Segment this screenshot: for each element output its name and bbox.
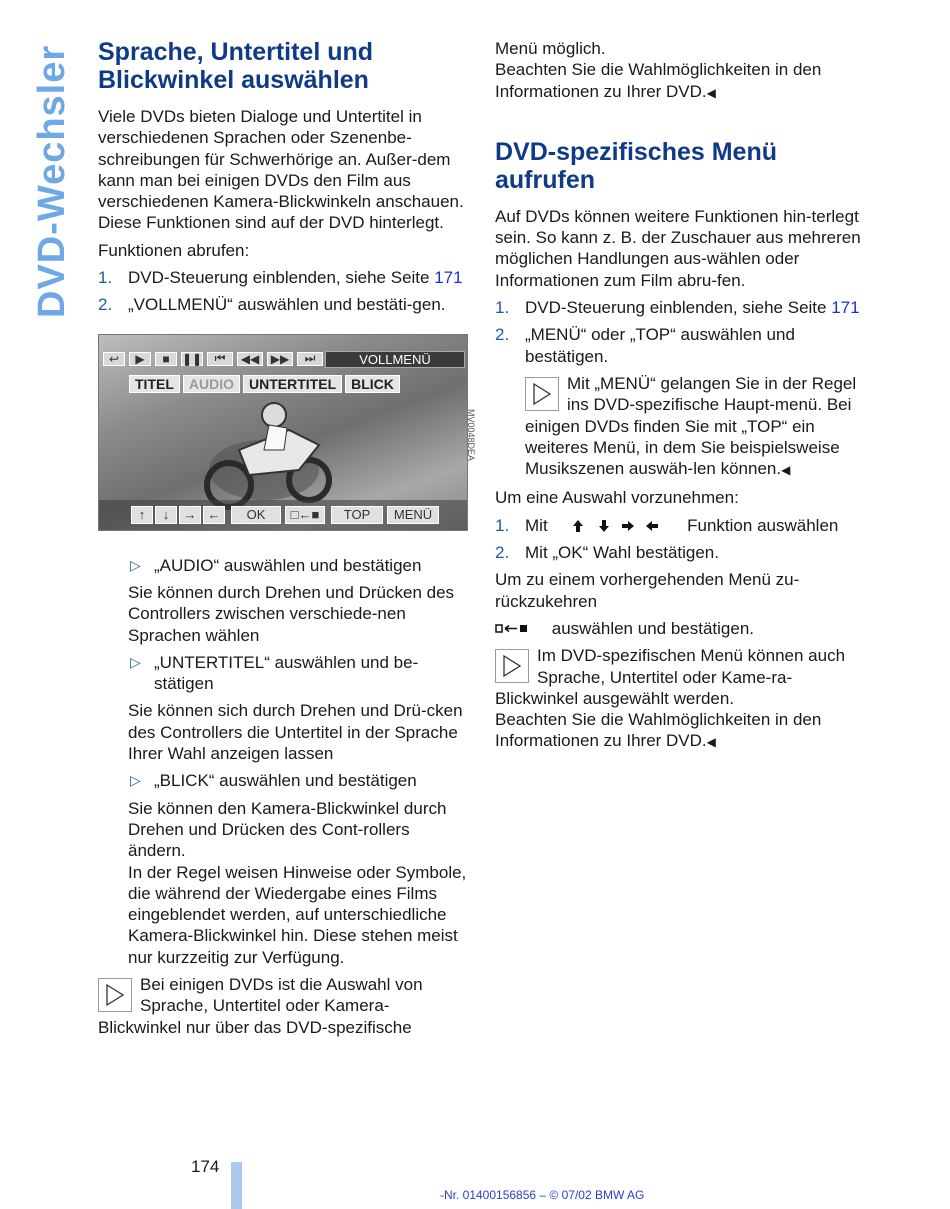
option-untertitel [98, 652, 468, 695]
play-button[interactable]: ▶ [129, 352, 151, 366]
tab-titel[interactable]: TITEL [129, 375, 180, 393]
continuation-text-2: Beachten Sie die Wahlmöglichkeiten in den Informationen zu Ihrer DVD.◀ [495, 60, 822, 101]
step-text: DVD-Steuerung einblenden, siehe Seite [128, 268, 435, 288]
option-label: „AUDIO“ auswählen und bestätigen [154, 555, 422, 575]
up-arrow-icon[interactable]: ↑ [131, 506, 153, 524]
select-steps-list [495, 515, 867, 564]
dvd-menu-screenshot [98, 334, 476, 531]
option-description: Sie können durch Drehen und Drücken des Controllers zwischen verschiede-nen Sprachen wählen [128, 582, 455, 645]
back-button[interactable]: ↩ [103, 352, 125, 366]
end-mark-icon: ◀ [706, 85, 716, 100]
functions-label: Funktionen abrufen: [98, 240, 250, 260]
right-arrow-icon[interactable]: → [179, 506, 201, 524]
step-text: „MENÜ“ oder „TOP“ auswählen und bestätigen. [525, 325, 795, 366]
note-text: Im DVD-spezifischen Menü können auch Sprache, Untertitel oder Kame-ra-Blickwinkel ausgewählt werden. [495, 646, 846, 708]
image-code: MV0048DEA [465, 408, 476, 461]
steps-list [98, 267, 468, 316]
note-box [495, 373, 867, 481]
direction-arrows-icon [570, 518, 670, 534]
menu-steps-list [495, 297, 867, 367]
option-description: Sie können sich durch Drehen und Drü-cken des Controllers die Untertitel in der Sprache Ihrer Wahl anzeigen lassen [128, 701, 463, 764]
rewind-button[interactable]: ◀◀ [237, 352, 263, 366]
step-number: 1. [98, 268, 113, 288]
top-button[interactable]: TOP [331, 506, 383, 524]
list-item [495, 515, 867, 536]
step-number: 2. [98, 295, 113, 315]
step-number: 2. [495, 325, 510, 345]
note-play-icon [525, 377, 559, 411]
left-arrow-icon[interactable]: ← [203, 506, 225, 524]
chapter-title-text: DVD-Wechsler [31, 44, 73, 318]
list-item [98, 267, 468, 288]
select-label: Um eine Auswahl vorzunehmen: [495, 488, 739, 508]
return-symbol-icon [495, 622, 529, 636]
skip-back-button[interactable]: ⏮ [207, 352, 233, 366]
tab-untertitel[interactable]: UNTERTITEL [243, 375, 342, 393]
stop-button[interactable]: ■ [155, 352, 177, 366]
forward-button[interactable]: ▶▶ [267, 352, 293, 366]
list-item [98, 294, 468, 315]
tab-audio[interactable]: AUDIO [183, 375, 240, 393]
page-link[interactable]: 171 [831, 298, 860, 318]
step-number: 1. [495, 515, 510, 535]
note-play-icon [495, 649, 529, 683]
return-icon[interactable]: □←■ [285, 506, 325, 524]
menu-tabs [129, 375, 400, 393]
section-heading-dvd-menu: DVD-spezifisches Menü aufrufen [495, 137, 778, 194]
option-label: „UNTERTITEL“ auswählen und be-stätigen [154, 652, 419, 694]
return-action-line [495, 618, 867, 639]
note-box [98, 974, 468, 1038]
section-heading-language: Sprache, Untertitel und Blickwinkel auswählen [98, 38, 374, 94]
list-item [495, 324, 867, 367]
option-blick [98, 770, 468, 791]
step-text: Mit „OK“ Wahl bestätigen. [525, 543, 719, 563]
page-marker-bar [231, 1162, 242, 1209]
option-audio [98, 555, 468, 576]
note-text: Bei einigen DVDs ist die Auswahl von Sprache, Untertitel oder Kamera-Blickwinkel nur über das DVD-spezifische [98, 975, 423, 1037]
transport-controls [103, 352, 323, 366]
menu-button[interactable]: MENÜ [387, 506, 439, 524]
dvd-menu-intro: Auf DVDs können weitere Funktionen hin-terlegt sein. So kann z. B. der Zuschauer aus mehreren möglichen Handlungen aus-wählen oder Informationen zum Film abru-fen. [495, 206, 861, 290]
motocross-rider-image [169, 390, 359, 510]
note-play-icon [98, 978, 132, 1012]
step-number: 1. [495, 298, 510, 318]
tab-blick[interactable]: BLICK [345, 375, 400, 393]
continuation-text: Menü möglich. [495, 39, 606, 58]
step-number: 2. [495, 543, 510, 563]
step-text: „VOLLMENÜ“ auswählen und bestäti-gen. [128, 295, 446, 315]
page-number: 174 [191, 1157, 220, 1176]
triangle-bullet-icon: ▷ [130, 556, 141, 573]
option-description-extra: In der Regel weisen Hinweise oder Symbole, die während der Wiedergabe eines Films eingeblendet werden, auf unterschiedliche Kamera-Blickwinkel hin. Diese stehen meist nur kurzzeitig zur Verfügung. [128, 862, 467, 967]
document-info: -Nr. 01400156856 – © 07/02 BMW AG [440, 1188, 645, 1202]
chapter-side-title [14, 40, 74, 320]
pause-button[interactable]: ❚❚ [181, 351, 203, 366]
option-label: „BLICK“ auswählen und bestätigen [154, 771, 417, 791]
option-description: Sie können den Kamera-Blickwinkel durch Drehen und Drücken des Cont-rollers ändern. [128, 798, 447, 861]
return-label: Um zu einem vorhergehenden Menü zu-rückzukehren [495, 570, 800, 611]
end-mark-icon: ◀ [706, 735, 716, 750]
triangle-bullet-icon: ▷ [130, 772, 141, 789]
left-column [98, 38, 476, 1044]
vollmenu-button[interactable]: VOLLMENÜ [325, 351, 465, 368]
ok-button[interactable]: OK [231, 506, 281, 524]
bottom-controls [99, 500, 467, 530]
list-item [495, 297, 867, 318]
note-box [495, 645, 867, 709]
return-action-text: auswählen und bestätigen. [551, 618, 754, 638]
note-text-2: Beachten Sie die Wahlmöglichkeiten in den Informationen zu Ihrer DVD.◀ [495, 710, 822, 751]
triangle-bullet-icon: ▷ [130, 653, 141, 670]
right-column [495, 38, 867, 760]
note-text: Mit „MENÜ“ gelangen Sie in der Regel ins DVD-spezifische Haupt-menü. Bei einigen DVDs finden Sie mit „TOP“ ein weiteres Menü, in dem Sie beispielsweise Musikszenen auswäh-len können. [525, 373, 857, 479]
step-text: Mit [525, 515, 548, 535]
skip-forward-button[interactable]: ⏭ [297, 352, 323, 366]
step-text: DVD-Steuerung einblenden, siehe Seite [525, 298, 832, 318]
end-mark-icon: ◀ [781, 463, 791, 478]
list-item [495, 542, 867, 563]
down-arrow-icon[interactable]: ↓ [155, 506, 177, 524]
intro-paragraph: Viele DVDs bieten Dialoge und Untertitel in verschiedenen Sprachen oder Szenenbe-schreibungen für Schwerhörige an. Außer-dem kann man bei einigen DVDs den Film aus verschiedenen Kamera-Blickwinkeln anschauen. Diese Funktionen sind auf der DVD hinterlegt. [98, 107, 464, 233]
step-text-2: Funktion auswählen [687, 515, 839, 535]
page-link[interactable]: 171 [434, 268, 463, 288]
